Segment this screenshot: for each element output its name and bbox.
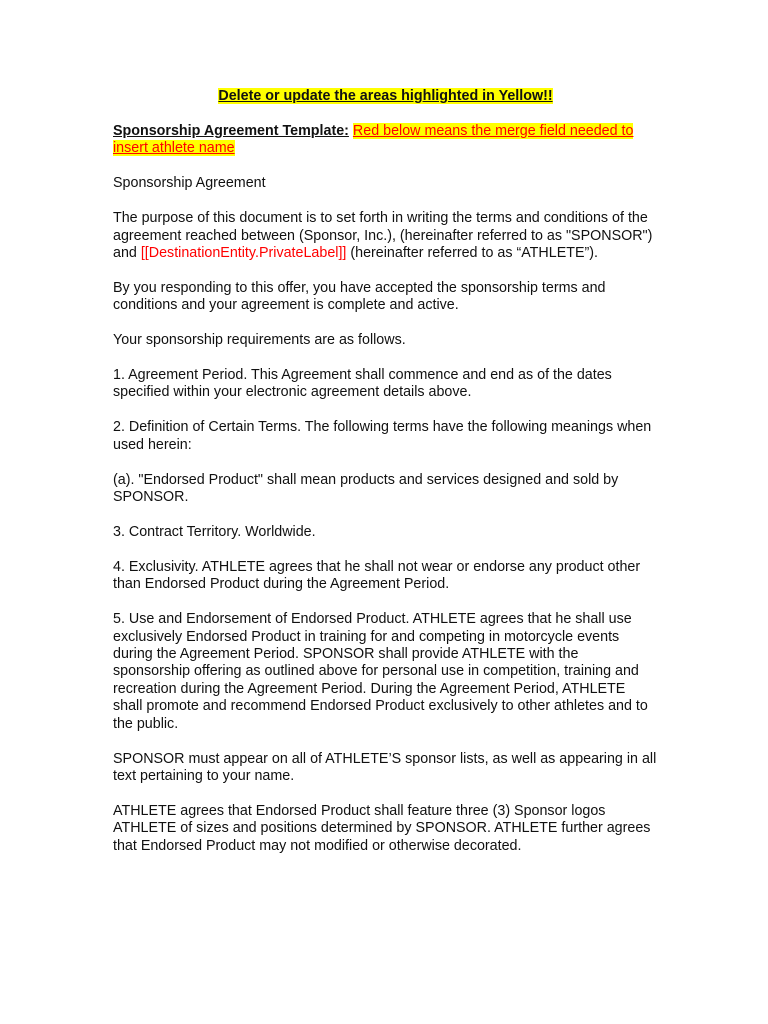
template-heading-note: Red below means the merge field needed to insert athlete name xyxy=(113,122,634,157)
sponsor-lists-paragraph: SPONSOR must appear on all of ATHLETE’S sponsor lists, as well as appearing in all text pertaining to your name. xyxy=(113,750,657,784)
clause-endorsed-product-definition: (a). "Endorsed Product" shall mean products and services designed and sold by SPONSOR. xyxy=(113,471,619,506)
instruction-banner-text: Delete or update the areas highlighted in Yellow!! xyxy=(218,88,553,104)
template-heading xyxy=(113,123,658,158)
clause-definitions: 2. Definition of Certain Terms. The following terms have the following meanings when used herein: xyxy=(113,419,652,453)
clause-agreement-period: 1. Agreement Period. This Agreement shall commence and end as of the dates specified within your electronic agreement details above. xyxy=(113,367,612,401)
logos-paragraph: ATHLETE agrees that Endorsed Product shall feature three (3) Sponsor logos ATHLETE of sizes and positions determined by SPONSOR. ATHLETE further agrees that Endorsed Product may not modified or otherwise decorated. xyxy=(113,802,651,854)
purpose-text-after: (hereinafter referred to as “ATHLETE”). xyxy=(346,244,598,261)
purpose-paragraph xyxy=(113,210,658,262)
instruction-banner xyxy=(113,88,658,105)
acceptance-paragraph: By you responding to this offer, you have accepted the sponsorship terms and conditions and your agreement is complete and active. xyxy=(113,279,606,314)
clause-exclusivity: 4. Exclusivity. ATHLETE agrees that he shall not wear or endorse any product other than Endorsed Product during the Agreement Period. xyxy=(113,558,641,593)
requirements-intro: Your sponsorship requirements are as follows. xyxy=(113,332,406,349)
document-title: Sponsorship Agreement xyxy=(113,175,266,192)
clause-contract-territory: 3. Contract Territory. Worldwide. xyxy=(113,524,316,540)
merge-field-athlete-name: [[DestinationEntity.PrivateLabel]] xyxy=(140,244,347,261)
document-body xyxy=(113,88,658,873)
purpose-text-before: The purpose of this document is to set forth in writing the terms and conditions of the agreement reached between (Sponsor, Inc.), (hereinafter referred to as "SPONSOR") and xyxy=(113,210,653,261)
clause-use-and-endorsement: 5. Use and Endorsement of Endorsed Product. ATHLETE agrees that he shall use exclusively Endorsed Product in training for and competing in motorcycle events during the Agreement Period. SPONSOR shall provide ATHLETE with the sponsorship offering as outlined above for personal use in competition, training and recreation during the Agreement Period. During the Agreement Period, ATHLETE shall promote and recommend Endorsed Product exclusively to other athletes and to the public. xyxy=(113,611,648,732)
template-heading-label: Sponsorship Agreement Template: xyxy=(113,122,349,139)
